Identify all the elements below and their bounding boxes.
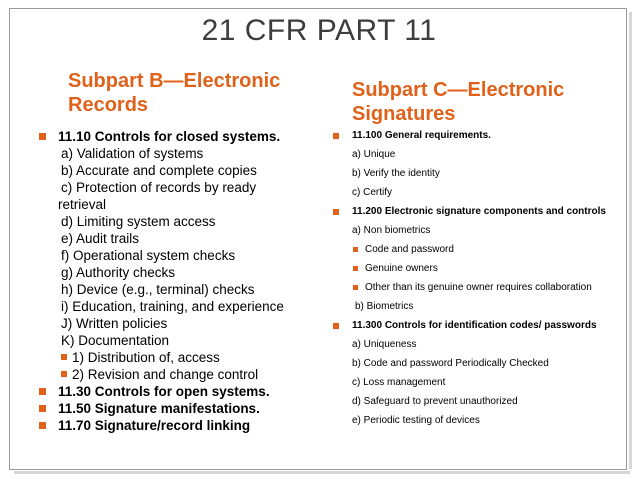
- list-item-continued: retrieval: [58, 197, 107, 212]
- list-item: a) Unique: [352, 149, 396, 160]
- list-item: i) Education, training, and experience: [61, 299, 284, 314]
- list-item-11-100: 11.100 General requirements.: [330, 130, 630, 142]
- sub-bullet-item: Other than its genuine owner requires collaboration: [330, 282, 630, 294]
- list-item: a) Uniqueness: [352, 339, 417, 350]
- list-item-11-70: 11.70 Signature/record linking: [36, 417, 336, 434]
- list-item: b) Biometrics: [355, 301, 414, 312]
- list-item: e) Periodic testing of devices: [352, 415, 480, 426]
- subpart-b-list: [36, 128, 336, 434]
- list-item: g) Authority checks: [61, 265, 176, 280]
- list-item: f) Operational system checks: [61, 248, 236, 263]
- sub-bullet-item: Genuine owners: [330, 263, 630, 275]
- list-item: c) Loss management: [352, 377, 446, 388]
- list-item: d) Safeguard to prevent unauthorized: [352, 396, 518, 407]
- list-item-11-10: 11.10 Controls for closed systems.: [36, 128, 336, 145]
- list-item-11-50: 11.50 Signature manifestations.: [36, 400, 336, 417]
- subpart-b-heading: [68, 69, 318, 117]
- list-item: b) Verify the identity: [352, 168, 440, 179]
- list-item: b) Accurate and complete copies: [61, 163, 257, 178]
- list-item-11-200: 11.200 Electronic signature components and controls: [330, 206, 630, 218]
- subpart-b-heading-line2: Records: [68, 94, 149, 116]
- sub-bullet-item: Code and password: [330, 244, 630, 256]
- sub-bullet-item: 1) Distribution of, access: [36, 349, 336, 366]
- list-item: a) Validation of systems: [61, 146, 204, 161]
- list-item: b) Code and password Periodically Checked: [352, 358, 549, 369]
- subpart-c-heading-line1: Subpart C—Electronic: [352, 79, 565, 101]
- list-item: c) Certify: [352, 187, 392, 198]
- subpart-c-heading: [352, 78, 612, 126]
- subpart-c-heading-line2: Signatures: [352, 103, 456, 125]
- list-item: a) Non biometrics: [352, 225, 431, 236]
- sub-bullet-item: 2) Revision and change control: [36, 366, 336, 383]
- list-item-11-30: 11.30 Controls for open systems.: [36, 383, 336, 400]
- list-item: e) Audit trails: [61, 231, 140, 246]
- list-item: J) Written policies: [61, 316, 168, 331]
- list-item: K) Documentation: [61, 333, 170, 348]
- frame-shadow-bottom: [14, 471, 630, 474]
- subpart-c-list: [330, 130, 630, 427]
- list-item: d) Limiting system access: [61, 214, 216, 229]
- list-item-11-300: 11.300 Controls for identification codes/ passwords: [330, 320, 630, 332]
- list-item: c) Protection of records by ready: [61, 180, 257, 195]
- slide-title: 21 CFR PART 11: [201, 14, 437, 47]
- subpart-b-heading-line1: Subpart B—Electronic: [68, 70, 281, 92]
- list-item: h) Device (e.g., terminal) checks: [61, 282, 255, 297]
